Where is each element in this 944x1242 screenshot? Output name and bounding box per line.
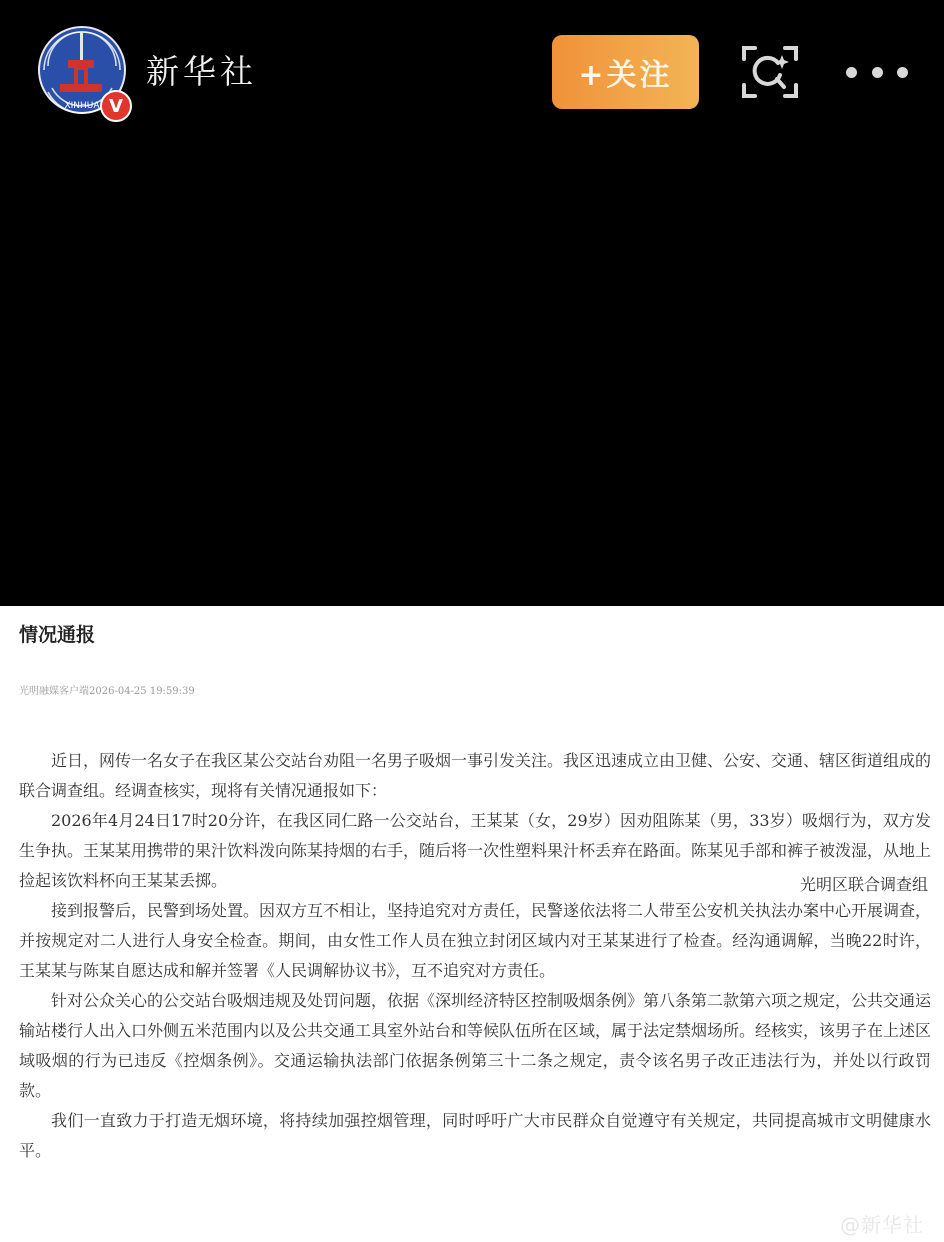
weibo-watermark: @新华社 bbox=[840, 1213, 924, 1237]
more-dots-icon bbox=[872, 67, 883, 78]
svg-text:XINHUA: XINHUA bbox=[64, 101, 100, 111]
paragraph: 接到报警后，民警到场处置。因双方互不相让，坚持追究对方责任，民警遂依法将二人带至公安机关执法办案中心开展调查，并按规定对二人进行人身安全检查。期间，由女性工作人员在独立封闭区域内对王某某进行了检查。经沟通调解，当晚22时许，王某某与陈某自愿达成和解并签署《人民调解协议书》，互不追究对方责任。 bbox=[19, 901, 932, 980]
post-header bbox=[0, 0, 944, 140]
more-dots-icon bbox=[846, 67, 857, 78]
scan-search-icon bbox=[740, 43, 800, 101]
scan-search-button[interactable] bbox=[740, 43, 800, 101]
verified-badge-icon: V bbox=[100, 90, 132, 122]
document-body bbox=[19, 746, 931, 1166]
paragraph: 我们一直致力于打造无烟环境，将持续加强控烟管理，同时呼吁广大市民群众自觉遵守有关规定，共同提高城市文明健康水平。 bbox=[19, 1111, 931, 1160]
more-options-button[interactable] bbox=[846, 56, 908, 88]
media-viewer-background bbox=[0, 140, 944, 606]
document-signature: 光明区联合调查组 bbox=[799, 875, 928, 894]
paragraph: 近日，网传一名女子在我区某公交站台劝阻一名男子吸烟一事引发关注。我区迅速成立由卫健、公安、交通、辖区街道组成的联合调查组。经调查核实，现将有关情况通报如下： bbox=[19, 751, 932, 800]
follow-button[interactable]: +关注 bbox=[552, 35, 699, 109]
document-title: 情况通报 bbox=[19, 624, 96, 646]
paragraph: 针对公众关心的公交站台吸烟违规及处罚问题，依据《深圳经济特区控制吸烟条例》第八条第二款第六项之规定，公共交通运输站楼行人出入口外侧五米范围内以及公共交通工具室外站台和等候队伍所在区域，属于法定禁烟场所。经核实，该男子在上述区域吸烟的行为已违反《控烟条例》。交通运输执法部门依据条例第三十二条之规定，责令该名男子改正违法行为，并处以行政罚款。 bbox=[19, 991, 932, 1100]
more-dots-icon bbox=[897, 67, 908, 78]
account-name[interactable]: 新华社 bbox=[146, 52, 257, 91]
account-avatar[interactable] bbox=[38, 26, 130, 118]
document-source-timestamp: 光明融媒客户端2026-04-25 19:59:39 bbox=[19, 686, 195, 697]
notice-document-image[interactable] bbox=[0, 606, 944, 1242]
paragraph: 2026年4月24日17时20分许，在我区同仁路一公交站台，王某某（女，29岁）因劝阻陈某（男，33岁）吸烟行为，双方发生争执。王某某用携带的果汁饮料泼向陈某持烟的右手，随后将一次性塑料果汁杯丢弃在路面。陈某见手部和裤子被泼湿，从地上捡起该饮料杯向王某某丢掷。 bbox=[19, 811, 932, 890]
